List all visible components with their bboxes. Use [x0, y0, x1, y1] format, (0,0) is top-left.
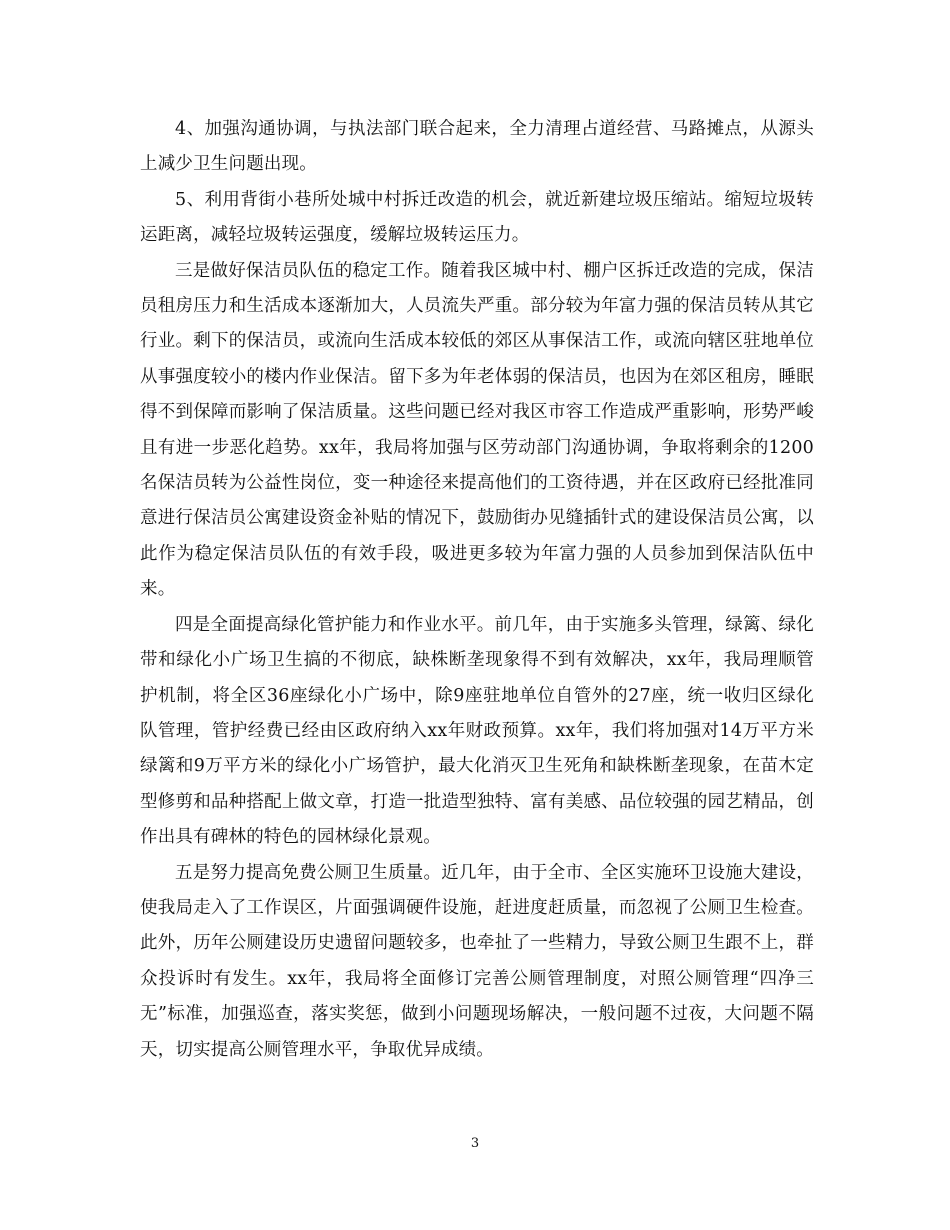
paragraph-item-5: 5、利用背街小巷所处城中村拆迁改造的机会，就近新建垃圾压缩站。缩短垃圾转运距离，减轻垃圾转运强度，缓解垃圾转运压力。	[140, 189, 814, 246]
page-number: 3	[470, 1136, 480, 1151]
paragraph-section-five: 五是努力提高免费公厕卫生质量。近几年，由于全市、全区实施环卫设施大建设，使我局走入了工作误区，片面强调硬件设施，赶进度赶质量，而忽视了公厕卫生检查。此外，历年公厕建设历史遗留问题较多，也牵扯了一些精力，导致公厕卫生跟不上，群众投诉时有发生。xx年，我局将全面修订完善公厕管理制度，对照公厕管理“四净三无”标准，加强巡查，落实奖惩，做到小问题现场解决，一般问题不过夜，大问题不隔天，切实提高公厕管理水平，争取优异成绩。	[140, 862, 814, 1060]
paragraph-section-three: 三是做好保洁员队伍的稳定工作。随着我区城中村、棚户区拆迁改造的完成，保洁员租房压力和生活成本逐渐加大，人员流失严重。部分较为年富力强的保洁员转从其它行业。剩下的保洁员，或流向生活成本较低的郊区从事保洁工作，或流向辖区驻地单位从事强度较小的楼内作业保洁。留下多为年老体弱的保洁员，也因为在郊区租房，睡眠得不到保障而影响了保洁质量。这些问题已经对我区市容工作造成严重影响，形势严峻且有进一步恶化趋势。xx年，我局将加强与区劳动部门沟通协调，争取将剩余的1200名保洁员转为公益性岗位，变一种途径来提高他们的工资待遇，并在区政府已经批准同意进行保洁员公寓建设资金补贴的情况下，鼓励街办见缝插针式的建设保洁员公寓，以此作为稳定保洁员队伍的有效手段，吸进更多较为年富力强的人员参加到保洁队伍中来。	[140, 260, 814, 600]
paragraph-section-four: 四是全面提高绿化管护能力和作业水平。前几年，由于实施多头管理，绿篱、绿化带和绿化小广场卫生搞的不彻底，缺株断垄现象得不到有效解决，xx年，我局理顺管护机制，将全区36座绿化小广场中，除9座驻地单位自管外的27座，统一收归区绿化队管理，管护经费已经由区政府纳入xx年财政预算。xx年，我们将加强对14万平方米绿篱和9万平方米的绿化小广场管护，最大化消灭卫生死角和缺株断垄现象，在苗木定型修剪和品种搭配上做文章，打造一批造型独特、富有美感、品位较强的园艺精品，创作出具有碑林的特色的园林绿化景观。	[140, 614, 814, 848]
document-body	[140, 112, 814, 1068]
paragraph-item-4: 4、加强沟通协调，与执法部门联合起来，全力清理占道经营、马路摊点，从源头上减少卫生问题出现。	[140, 119, 814, 175]
